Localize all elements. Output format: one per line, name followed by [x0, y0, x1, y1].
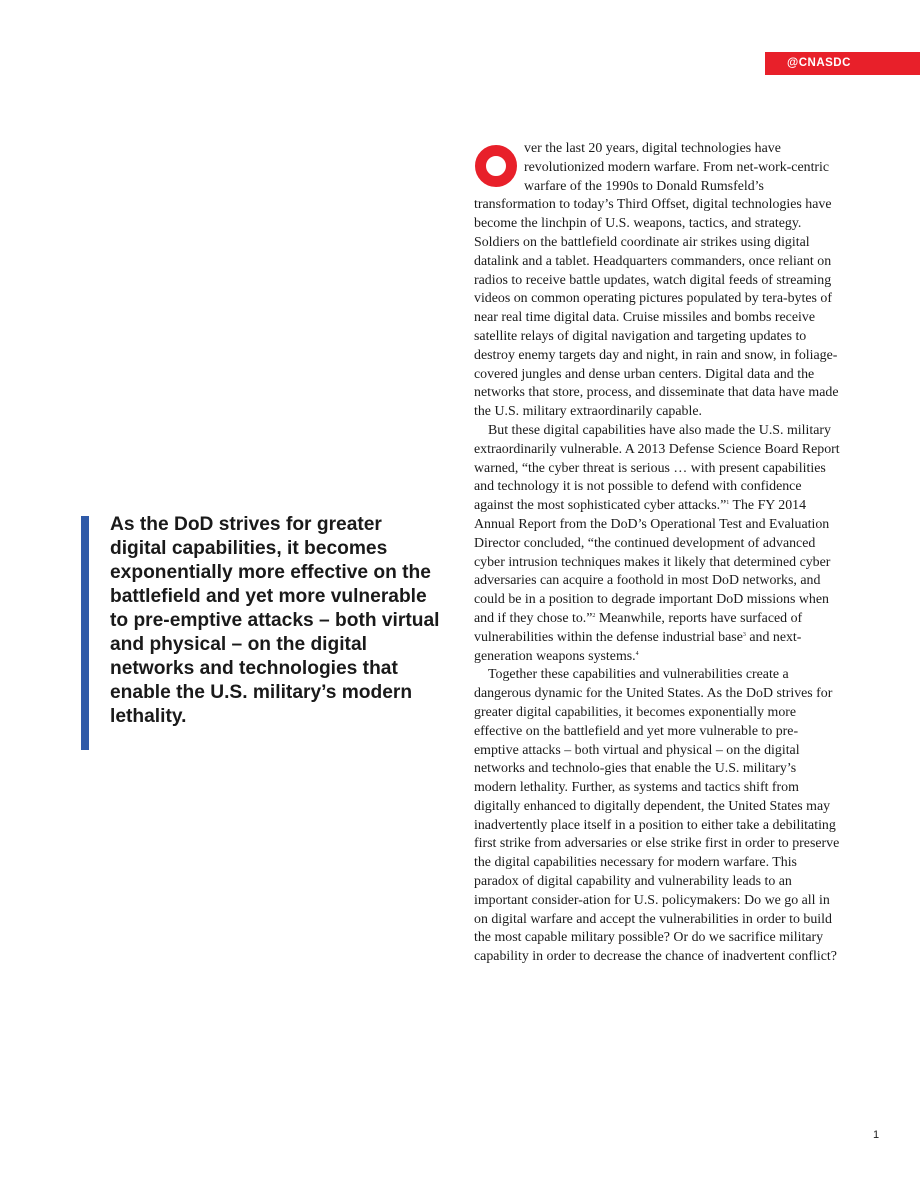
paragraph-1-text: ver the last 20 years, digital technologies have revolutionized modern warfare. From net-work-centric warfare of the 1990s to Donald Rumsfeld’s transformation to today’s Third Offset, digital technologies have become the linchpin of U.S. weapons, tactics, and strategy. Soldiers on the battlefield coordinate air strikes using digital datalink and a tablet. Headquarters commanders, once reliant on radios to receive battle updates, watch digital feeds of streaming videos on common operating pictures populated by tera-bytes of near real time digital data. Cruise missiles and bombs receive satellite relays of digital navigation and targeting updates to destroy enemy targets day and night, in rain and snow, in foliage-covered jungles and dense urban centers. Digital data and the networks that store, process, and disseminate that data have made the U.S. military extraordinarily capable. [474, 141, 839, 420]
paragraph-3: Together these capabilities and vulnerabilities create a dangerous dynamic for the United States. As the DoD strives for greater digital capabilities, it becomes exponentially more effective on the battlefield and yet more vulnerable to pre-emptive attacks – both virtual and physical – on the digital networks and technolo-gies that enable the U.S. military’s modern lethality. Further, as systems and tactics shift from digitally enhanced to digitally dependent, the United States may inadvertently place itself in a position to either take a debilitating first strike from adversaries or else strike first in order to preserve the digital capabilities necessary for modern warfare. This paradox of digital capability and vulnerability leads to an important consider-ation for U.S. policymakers: Do we go all in on digital warfare and accept the vulnerabilities in order to build the most capable military possible? Or do we sacrifice military capability in order to decrease the chance of inadvertent conflict? [474, 667, 840, 965]
body-text [474, 140, 840, 967]
paragraph-2-text-c: Meanwhile, reports have surfaced of vulnerabilities within the defense industrial base [474, 610, 803, 645]
paragraph-2-text-b: The FY 2014 Annual Report from the DoD’s Operational Test and Evaluation Director concluded, “the continued development of advanced cyber intrusion techniques makes it likely that determined cyber adversaries can acquire a foothold in most DoD networks, and could be in a position to degrade important DoD missions when and if they chose to.” [474, 498, 831, 626]
pull-quote-bar [81, 516, 89, 750]
footnote-2: 2 [592, 612, 596, 619]
footnote-1: 1 [726, 500, 730, 507]
paragraph-2-text-d: and next-generation weapons systems. [474, 629, 802, 664]
header-tag: @CNASDC [765, 52, 920, 75]
paragraph-2-text-a: But these digital capabilities have also made the U.S. military extraordinarily vulnerable. A 2013 Defense Science Board Report warned, “the cyber threat is serious … with present capabilities and technology it is not possible to defend with confidence against the most sophisticated cyber attacks.” [474, 422, 840, 514]
paragraph-2 [474, 422, 840, 666]
page-number: 1 [873, 1129, 880, 1141]
footnote-4: 4 [635, 650, 639, 657]
pull-quote: As the DoD strives for greater digital capabilities, it becomes exponentially more effective on the battlefield and yet more vulnerable to pre-emptive attacks – both virtual and physical – on the digital networks and technologies that enable the U.S. military’s modern lethality. [110, 514, 440, 727]
drop-cap-o-icon [474, 144, 518, 188]
paragraph-1 [474, 140, 840, 422]
footnote-3: 3 [742, 631, 746, 638]
